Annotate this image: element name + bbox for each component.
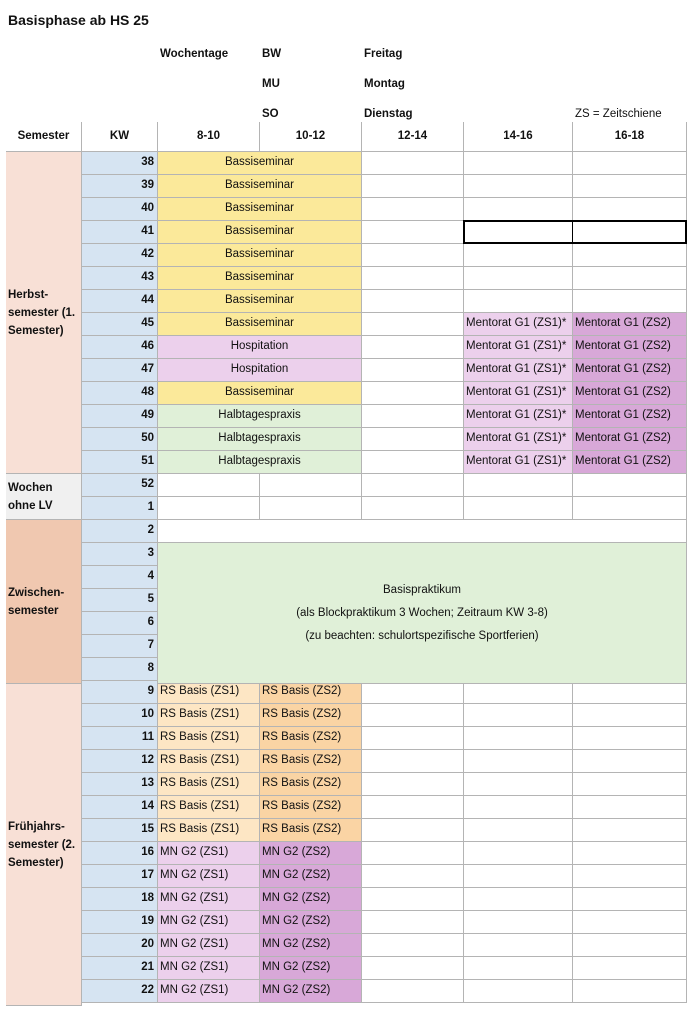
kw-cell: 39: [82, 175, 158, 198]
basispraktikum-block: [158, 543, 687, 684]
schedule-cell: MN G2 (ZS2): [260, 865, 362, 888]
semester-herbst: Herbst-semester (1. Semester): [6, 152, 82, 474]
schedule-cell: Mentorat G1 (ZS1)*: [464, 359, 573, 382]
empty-cell: [573, 865, 687, 888]
schedule-cell: RS Basis (ZS2): [260, 796, 362, 819]
schedule-cell: Mentorat G1 (ZS1)*: [464, 451, 573, 474]
empty-cell: [573, 152, 687, 175]
schedule-cell: Halbtagespraxis: [158, 451, 362, 474]
empty-cell: [464, 934, 573, 957]
empty-cell: [464, 681, 573, 704]
schedule-cell: Bassiseminar: [158, 175, 362, 198]
zs-note: ZS = Zeitschiene: [575, 108, 662, 120]
semester-fruehjahr: Frühjahrs-semester (2. Semester): [6, 684, 82, 1006]
kw-cell: 2: [82, 520, 158, 543]
kw-cell: 22: [82, 980, 158, 1003]
schedule-cell: Mentorat G1 (ZS2): [573, 313, 687, 336]
kw-cell: 14: [82, 796, 158, 819]
schedule-cell: Halbtagespraxis: [158, 405, 362, 428]
schedule-cell: RS Basis (ZS2): [260, 773, 362, 796]
schedule-cell: MN G2 (ZS1): [158, 842, 260, 865]
empty-cell: [362, 819, 464, 842]
schedule-cell: Mentorat G1 (ZS2): [573, 428, 687, 451]
header-slot-14-16: 14-16: [464, 122, 573, 152]
kw-cell: 15: [82, 819, 158, 842]
kw-cell: 19: [82, 911, 158, 934]
note-bw: BW: [262, 48, 282, 60]
empty-cell: [573, 957, 687, 980]
schedule-cell: MN G2 (ZS2): [260, 842, 362, 865]
schedule-cell: Bassiseminar: [158, 152, 362, 175]
schedule-cell: MN G2 (ZS2): [260, 934, 362, 957]
empty-cell: [362, 704, 464, 727]
empty-cell: [464, 750, 573, 773]
schedule-cell: RS Basis (ZS2): [260, 819, 362, 842]
empty-cell: [464, 773, 573, 796]
note-mu: MU: [262, 78, 280, 90]
header-slot-16-18: 16-18: [573, 122, 687, 152]
basispraktikum-title: Basispraktikum: [383, 583, 461, 596]
schedule-cell: MN G2 (ZS2): [260, 980, 362, 1003]
kw-cell: 17: [82, 865, 158, 888]
kw-cell: 42: [82, 244, 158, 267]
kw-cell: 6: [82, 612, 158, 635]
empty-cell: [362, 888, 464, 911]
empty-cell: [464, 198, 573, 221]
empty-cell: [573, 796, 687, 819]
schedule-cell: Mentorat G1 (ZS1)*: [464, 405, 573, 428]
empty-cell: [362, 175, 464, 198]
kw-cell: 4: [82, 566, 158, 589]
empty-cell: [362, 428, 464, 451]
empty-cell: [464, 842, 573, 865]
empty-cell: [362, 290, 464, 313]
schedule-cell: MN G2 (ZS1): [158, 865, 260, 888]
semester-zwischen: Zwischen-semester: [6, 520, 82, 684]
empty-cell: [362, 198, 464, 221]
schedule-cell: MN G2 (ZS2): [260, 911, 362, 934]
schedule-cell: Bassiseminar: [158, 313, 362, 336]
empty-cell: [573, 888, 687, 911]
empty-cell: [362, 474, 464, 497]
empty-cell: [464, 911, 573, 934]
empty-cell: [362, 796, 464, 819]
kw-cell: 10: [82, 704, 158, 727]
kw-cell: 44: [82, 290, 158, 313]
header-kw: KW: [82, 122, 158, 152]
kw-cell: 7: [82, 635, 158, 658]
kw-cell: 46: [82, 336, 158, 359]
schedule-cell: Bassiseminar: [158, 267, 362, 290]
kw-cell: 1: [82, 497, 158, 520]
empty-cell: [362, 773, 464, 796]
empty-cell: [464, 152, 573, 175]
basispraktikum-line2: (zu beachten: schulortspezifische Sportferien): [305, 629, 539, 642]
empty-cell: [573, 819, 687, 842]
schedule-cell: MN G2 (ZS1): [158, 911, 260, 934]
empty-cell: [464, 474, 573, 497]
schedule-cell: RS Basis (ZS1): [158, 819, 260, 842]
kw-cell: 41: [82, 221, 158, 244]
empty-cell: [464, 819, 573, 842]
empty-cell: [362, 244, 464, 267]
schedule-cell: Mentorat G1 (ZS1)*: [464, 313, 573, 336]
header-slot-10-12: 10-12: [260, 122, 362, 152]
empty-cell: [362, 313, 464, 336]
empty-cell: [362, 865, 464, 888]
schedule-cell: MN G2 (ZS1): [158, 888, 260, 911]
schedule-cell: RS Basis (ZS2): [260, 681, 362, 704]
note-montag: Montag: [364, 78, 405, 90]
semester-wochen-ohne-lv: Wochen ohne LV: [6, 474, 82, 520]
empty-cell: [573, 773, 687, 796]
empty-cell: [464, 727, 573, 750]
schedule-cell: Mentorat G1 (ZS2): [573, 405, 687, 428]
empty-cell: [464, 888, 573, 911]
empty-cell: [464, 175, 573, 198]
kw-cell: 40: [82, 198, 158, 221]
empty-cell: [362, 405, 464, 428]
kw-cell: 51: [82, 451, 158, 474]
schedule-cell: Bassiseminar: [158, 290, 362, 313]
empty-cell: [573, 198, 687, 221]
empty-cell: [464, 796, 573, 819]
empty-cell: [158, 474, 260, 497]
empty-cell: [362, 842, 464, 865]
schedule-cell: RS Basis (ZS1): [158, 750, 260, 773]
empty-cell: [573, 842, 687, 865]
empty-cell: [464, 980, 573, 1003]
header-slot-8-10: 8-10: [158, 122, 260, 152]
empty-cell: [158, 520, 687, 543]
schedule-cell: Mentorat G1 (ZS1)*: [464, 428, 573, 451]
schedule-cell: MN G2 (ZS1): [158, 980, 260, 1003]
basispraktikum-line1: (als Blockpraktikum 3 Wochen; Zeitraum KW 3-8): [296, 606, 548, 619]
empty-cell: [573, 474, 687, 497]
schedule-cell: MN G2 (ZS1): [158, 957, 260, 980]
note-freitag: Freitag: [364, 48, 403, 60]
empty-cell: [362, 359, 464, 382]
empty-cell: [573, 244, 687, 267]
empty-cell: [464, 290, 573, 313]
empty-cell: [573, 175, 687, 198]
schedule-cell: MN G2 (ZS2): [260, 957, 362, 980]
empty-cell: [362, 934, 464, 957]
empty-cell: [573, 727, 687, 750]
empty-cell: [362, 980, 464, 1003]
schedule-cell: Bassiseminar: [158, 382, 362, 405]
empty-cell: [362, 221, 464, 244]
empty-cell: [260, 474, 362, 497]
schedule-cell: Mentorat G1 (ZS1)*: [464, 382, 573, 405]
schedule-cell: Mentorat G1 (ZS1)*: [464, 336, 573, 359]
selected-range-divider: [572, 221, 573, 244]
kw-cell: 3: [82, 543, 158, 566]
selected-range[interactable]: [463, 220, 687, 244]
schedule-cell: RS Basis (ZS2): [260, 727, 362, 750]
empty-cell: [464, 957, 573, 980]
schedule-cell: Mentorat G1 (ZS2): [573, 359, 687, 382]
kw-cell: 38: [82, 152, 158, 175]
empty-cell: [362, 497, 464, 520]
empty-cell: [573, 267, 687, 290]
kw-cell: 18: [82, 888, 158, 911]
kw-cell: 12: [82, 750, 158, 773]
schedule-cell: Halbtagespraxis: [158, 428, 362, 451]
page-title: Basisphase ab HS 25: [8, 12, 149, 28]
schedule-cell: Bassiseminar: [158, 221, 362, 244]
schedule-cell: MN G2 (ZS2): [260, 888, 362, 911]
kw-cell: 50: [82, 428, 158, 451]
header-slot-12-14: 12-14: [362, 122, 464, 152]
schedule-cell: Mentorat G1 (ZS2): [573, 336, 687, 359]
schedule-cell: RS Basis (ZS2): [260, 704, 362, 727]
kw-cell: 8: [82, 658, 158, 681]
empty-cell: [362, 750, 464, 773]
schedule-cell: Hospitation: [158, 336, 362, 359]
schedule-cell: Bassiseminar: [158, 198, 362, 221]
empty-cell: [362, 451, 464, 474]
kw-cell: 47: [82, 359, 158, 382]
empty-cell: [573, 934, 687, 957]
kw-cell: 21: [82, 957, 158, 980]
empty-cell: [464, 497, 573, 520]
empty-cell: [573, 911, 687, 934]
note-dienstag: Dienstag: [364, 108, 413, 120]
kw-cell: 45: [82, 313, 158, 336]
schedule-cell: RS Basis (ZS1): [158, 773, 260, 796]
schedule-cell: RS Basis (ZS2): [260, 750, 362, 773]
empty-cell: [362, 382, 464, 405]
empty-cell: [573, 750, 687, 773]
schedule-cell: Mentorat G1 (ZS2): [573, 382, 687, 405]
empty-cell: [464, 865, 573, 888]
schedule-cell: RS Basis (ZS1): [158, 704, 260, 727]
empty-cell: [464, 704, 573, 727]
empty-cell: [573, 290, 687, 313]
weekdays-label: Wochentage: [160, 48, 229, 60]
kw-cell: 16: [82, 842, 158, 865]
empty-cell: [362, 336, 464, 359]
empty-cell: [362, 957, 464, 980]
schedule-cell: RS Basis (ZS1): [158, 727, 260, 750]
schedule-cell: Hospitation: [158, 359, 362, 382]
empty-cell: [362, 681, 464, 704]
empty-cell: [158, 497, 260, 520]
empty-cell: [464, 267, 573, 290]
empty-cell: [362, 727, 464, 750]
schedule-cell: RS Basis (ZS1): [158, 796, 260, 819]
empty-cell: [362, 152, 464, 175]
kw-cell: 11: [82, 727, 158, 750]
kw-cell: 48: [82, 382, 158, 405]
note-so: SO: [262, 108, 279, 120]
schedule-cell: Mentorat G1 (ZS2): [573, 451, 687, 474]
empty-cell: [464, 244, 573, 267]
kw-cell: 20: [82, 934, 158, 957]
schedule-cell: MN G2 (ZS1): [158, 934, 260, 957]
kw-cell: 49: [82, 405, 158, 428]
empty-cell: [573, 704, 687, 727]
kw-cell: 52: [82, 474, 158, 497]
kw-cell: 9: [82, 681, 158, 704]
kw-cell: 5: [82, 589, 158, 612]
empty-cell: [573, 980, 687, 1003]
empty-cell: [362, 911, 464, 934]
kw-cell: 43: [82, 267, 158, 290]
empty-cell: [260, 497, 362, 520]
kw-cell: 13: [82, 773, 158, 796]
header-semester: Semester: [6, 122, 82, 152]
schedule-cell: Bassiseminar: [158, 244, 362, 267]
empty-cell: [362, 267, 464, 290]
empty-cell: [573, 681, 687, 704]
schedule-cell: RS Basis (ZS1): [158, 681, 260, 704]
empty-cell: [573, 497, 687, 520]
